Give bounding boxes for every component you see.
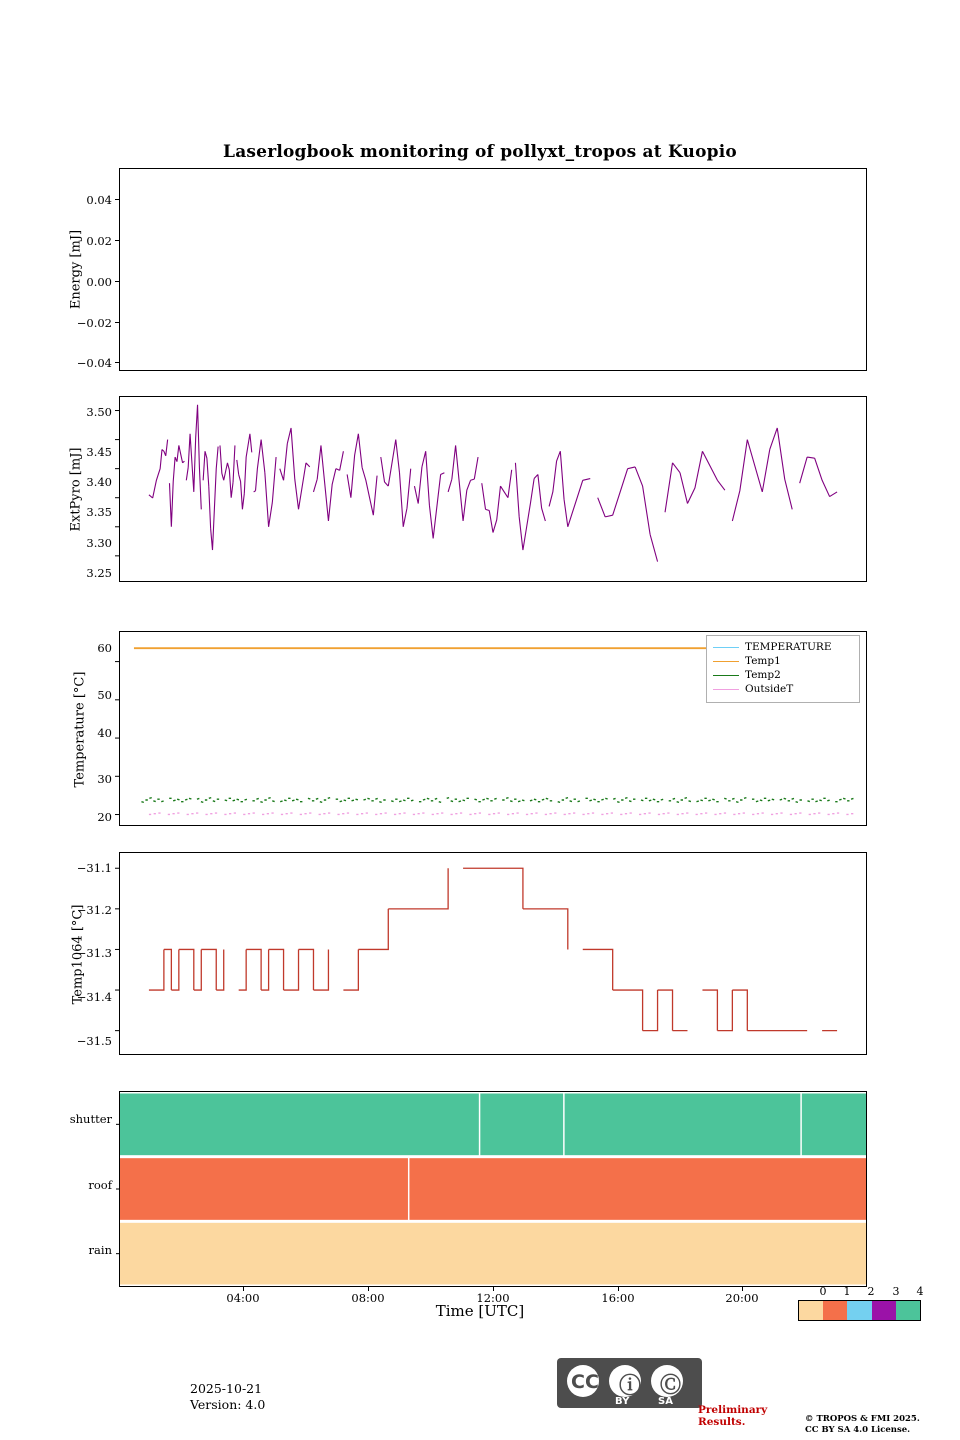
extpyro-ytick: 3.30 bbox=[86, 536, 112, 550]
energy-ytick: −0.04 bbox=[76, 356, 112, 370]
energy-ytick: 0.02 bbox=[86, 234, 112, 248]
status-row-label-shutter: shutter bbox=[69, 1112, 112, 1126]
page-title: Laserlogbook monitoring of pollyxt_tropos at Kuopio bbox=[223, 142, 737, 162]
copyright-line2: CC BY SA 4.0 License. bbox=[805, 1425, 911, 1435]
x-tick-0400: 04:00 bbox=[226, 1291, 260, 1305]
colorbar-tick-4: 4 bbox=[916, 1285, 924, 1298]
copyright-notice bbox=[805, 1414, 920, 1436]
colorbar-cell-1 bbox=[823, 1301, 847, 1320]
colorbar-tick-1: 1 bbox=[843, 1285, 851, 1298]
temperature-ytick: 30 bbox=[97, 772, 112, 786]
preliminary-notice bbox=[698, 1404, 788, 1428]
status-row-label-roof: roof bbox=[88, 1178, 112, 1192]
temperature-axis-label: Temperature [°C] bbox=[72, 671, 88, 788]
colorbar-tick-2: 2 bbox=[867, 1285, 875, 1298]
extpyro-ytick: 3.50 bbox=[86, 405, 112, 419]
colorbar-tick-0: 0 bbox=[819, 1285, 827, 1298]
extpyro-ytick: 3.40 bbox=[86, 475, 112, 489]
extpyro-ytick: 3.25 bbox=[86, 566, 112, 580]
temperature-ytick: 50 bbox=[97, 688, 112, 702]
x-axis-label: Time [UTC] bbox=[435, 1302, 525, 1320]
status-colorbar bbox=[798, 1300, 921, 1321]
footer-date-block bbox=[190, 1381, 265, 1413]
x-tick-2000: 20:00 bbox=[725, 1291, 759, 1305]
x-tick-1200: 12:00 bbox=[476, 1291, 510, 1305]
colorbar-tick-3: 3 bbox=[892, 1285, 900, 1298]
energy-axis-label: Energy [mJ] bbox=[68, 229, 84, 310]
colorbar-cell-0 bbox=[799, 1301, 823, 1320]
temperature-ytick: 40 bbox=[97, 726, 112, 740]
temp1064-axis-label: Temp1064 [°C] bbox=[70, 904, 86, 1005]
cc-sa-label: SA bbox=[658, 1396, 673, 1407]
colorbar-cell-3 bbox=[872, 1301, 896, 1320]
temp1064-ytick: −31.5 bbox=[76, 1034, 112, 1048]
legend-label-temperature: TEMPERATURE bbox=[745, 641, 832, 653]
legend-label-outsidet: OutsideT bbox=[745, 683, 794, 695]
colorbar-cell-4 bbox=[896, 1301, 920, 1320]
footer-version: Version: 4.0 bbox=[190, 1397, 266, 1412]
legend-label-temp2: Temp2 bbox=[745, 669, 781, 681]
temp1064-ytick: −31.3 bbox=[76, 946, 112, 960]
extpyro-ytick: 3.35 bbox=[86, 505, 112, 519]
temp1064-ytick: −31.4 bbox=[76, 990, 112, 1004]
temp1064-ytick: −31.2 bbox=[76, 903, 112, 917]
preliminary-line1: Preliminary bbox=[698, 1404, 768, 1416]
footer-date: 2025-10-21 bbox=[190, 1381, 263, 1396]
energy-ytick: 0.04 bbox=[86, 193, 112, 207]
x-tick-1600: 16:00 bbox=[601, 1291, 635, 1305]
cc-by-label: BY bbox=[615, 1396, 630, 1407]
copyright-line1: © TROPOS & FMI 2025. bbox=[805, 1414, 920, 1424]
extpyro-axis-label: ExtPyro [mJ] bbox=[68, 447, 84, 532]
temperature-ytick: 60 bbox=[97, 641, 112, 655]
creative-commons-badge: CC ⓘ Ⓒ BY SA bbox=[557, 1358, 702, 1408]
legend-label-temp1: Temp1 bbox=[745, 655, 781, 667]
preliminary-line2: Results. bbox=[698, 1416, 746, 1428]
extpyro-ytick: 3.45 bbox=[86, 445, 112, 459]
energy-ytick: −0.02 bbox=[76, 316, 112, 330]
colorbar-cell-2 bbox=[847, 1301, 871, 1320]
temperature-ytick: 20 bbox=[97, 810, 112, 824]
x-tick-0800: 08:00 bbox=[351, 1291, 385, 1305]
status-row-label-rain: rain bbox=[88, 1243, 112, 1257]
energy-ytick: 0.00 bbox=[86, 275, 112, 289]
temp1064-ytick: −31.1 bbox=[76, 861, 112, 875]
